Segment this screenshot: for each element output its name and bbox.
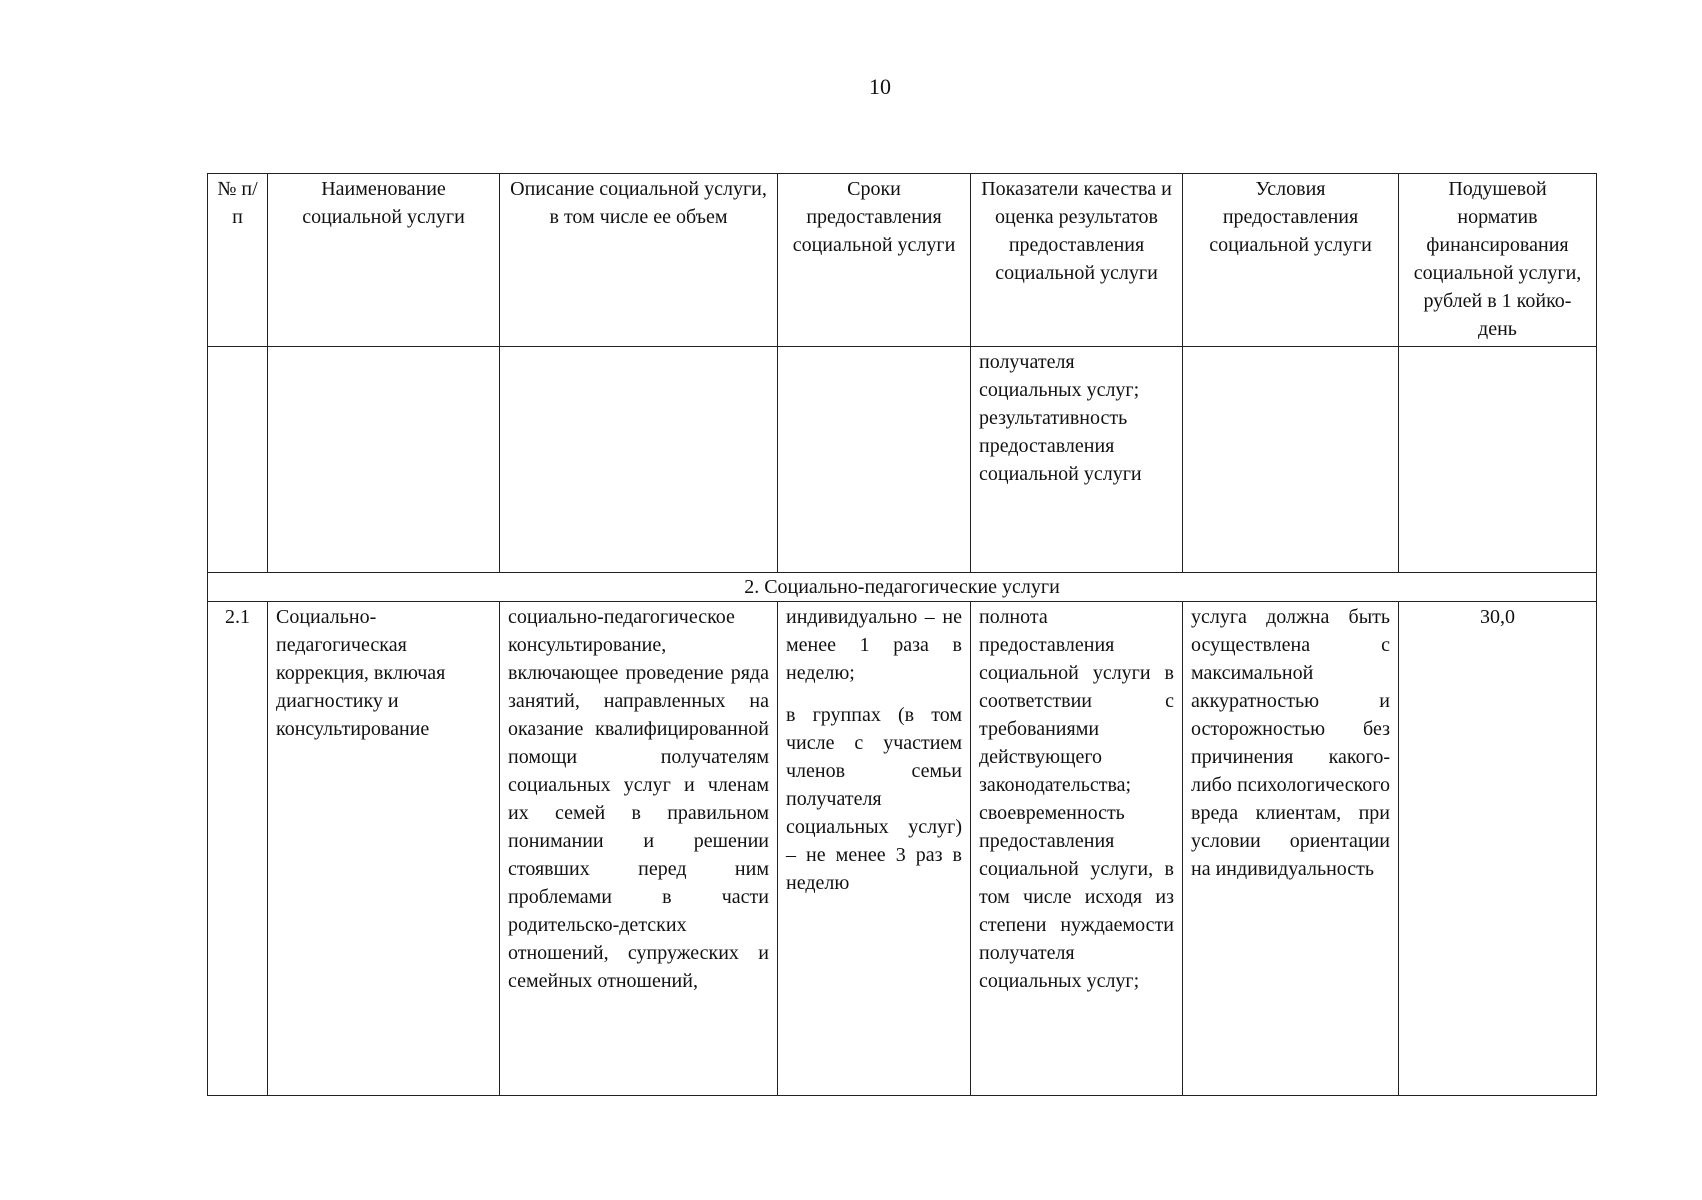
- header-quality-indicators: Показатели качества и оценка результатов предоставления социальной услуги: [971, 174, 1183, 347]
- table-row-continuation: [208, 347, 1597, 573]
- cell-quality-indicators: полнота предоставления социальной услуги в соответствии с требованиями действующего законодательства; своевременность предоставления социальной услуги, в том числе исходя из степени нуждаемости получателя социальных услуг;: [971, 602, 1183, 1096]
- cell-empty: [1183, 347, 1399, 573]
- cell-terms: [778, 602, 971, 1096]
- section-title: 2. Социально-педагогические услуги: [208, 573, 1597, 602]
- terms-spacer: [786, 687, 962, 701]
- header-service-name: Наименование социальной услуги: [268, 174, 500, 347]
- header-description: Описание социальной услуги, в том числе ее объем: [500, 174, 778, 347]
- cell-empty: [778, 347, 971, 573]
- page-number: 10: [869, 74, 891, 99]
- cell-empty: [500, 347, 778, 573]
- cell-empty: [1399, 347, 1597, 573]
- section-heading-row: [208, 573, 1597, 602]
- social-services-table: [207, 173, 1597, 1096]
- table-header-row: [208, 174, 1597, 347]
- terms-individual: индивидуально – не менее 1 раза в неделю;: [786, 606, 962, 684]
- header-terms: Сроки предоставления социальной услуги: [778, 174, 971, 347]
- cell-service-name: Социально-педагогическая коррекция, включая диагностику и консультирование: [268, 602, 500, 1096]
- table-row: [208, 602, 1597, 1096]
- cell-empty: [208, 347, 268, 573]
- cell-row-number: 2.1: [208, 602, 268, 1096]
- terms-group: в группах (в том числе с участием членов семьи получателя социальных услуг) – не менее 3 раз в неделю: [786, 704, 962, 894]
- cell-financing-norm: 30,0: [1399, 602, 1597, 1096]
- header-number: № п/п: [208, 174, 268, 347]
- header-financing-norm: Подушевой норматив финансирования социальной услуги, рублей в 1 койко-день: [1399, 174, 1597, 347]
- cell-description: социально-педагогическое консультирование, включающее проведение ряда занятий, направленных на оказание квалифицированной помощи получателям социальных услуг и членам их семей в правильном понимании и решении стоявших перед ним проблемами в части родительско-детских отношений, супружеских и семейных отношений,: [500, 602, 778, 1096]
- header-conditions: Условия предоставления социальной услуги: [1183, 174, 1399, 347]
- cell-quality-continuation: получателя социальных услуг; результативность предоставления социальной услуги: [971, 347, 1183, 573]
- cell-conditions: услуга должна быть осуществлена с максимальной аккуратностью и осторожностью без причинения какого-либо психологического вреда клиентам, при условии ориентации на индивидуальность: [1183, 602, 1399, 1096]
- cell-empty: [268, 347, 500, 573]
